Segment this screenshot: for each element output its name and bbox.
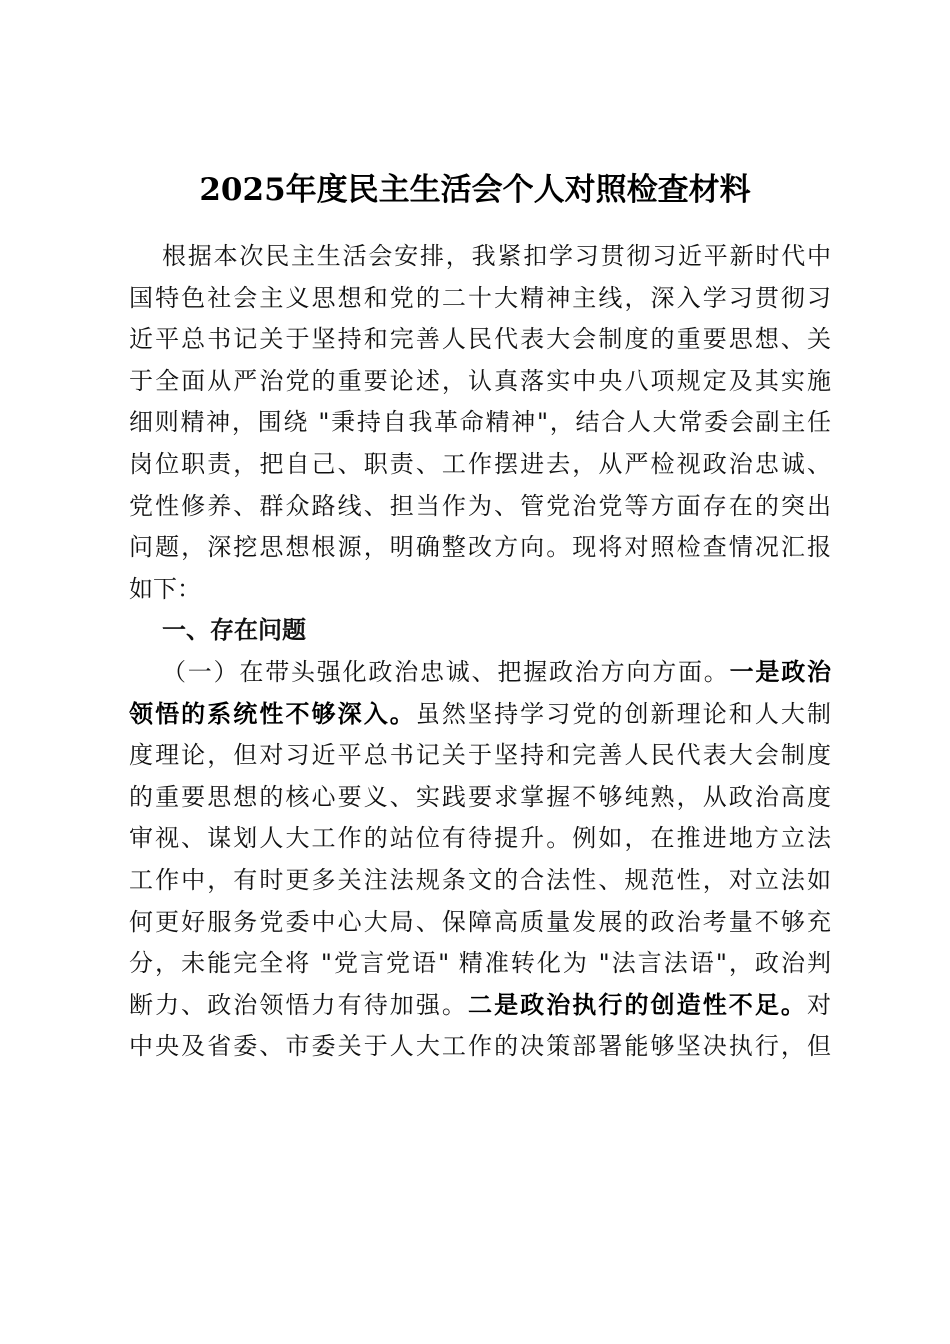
document-title: 2025年度民主生活会个人对照检查材料 (199, 172, 751, 208)
intro-line: 细则精神，围绕 "秉持自我革命精神"，结合人大常委会副主任 (129, 408, 831, 437)
subsection-line (129, 652, 831, 694)
intro-line: 近平总书记关于坚持和完善人民代表大会制度的重要思想、关 (129, 325, 831, 354)
intro-line: 岗位职责，把自己、职责、工作摆进去，从严检视政治忠诚、 (129, 449, 831, 478)
subsection-line: 分，未能完全将 "党言党语" 精准转化为 "法言法语"，政治判 (129, 949, 831, 978)
subsection-line: 工作中，有时更多关注法规条文的合法性、规范性，对立法如 (129, 865, 831, 894)
subsection-line (129, 985, 831, 1027)
subsection-line: 中央及省委、市委关于人大工作的决策部署能够坚决执行，但 (129, 1032, 831, 1061)
subsection-text: 对 (807, 990, 831, 1019)
intro-line: 党性修养、群众路线、担当作为、管党治党等方面存在的突出 (129, 491, 831, 520)
subsection-text: 断力、政治领悟力有待加强。 (129, 990, 468, 1019)
intro-line: 根据本次民主生活会安排，我紧扣学习贯彻习近平新时代中 (162, 242, 831, 270)
subsection-line: 的重要思想的核心要义、实践要求掌握不够纯熟，从政治高度 (129, 782, 831, 811)
document-body (129, 236, 831, 1068)
subsection-line: 审视、谋划人大工作的站位有待提升。例如，在推进地方立法 (129, 824, 831, 853)
section-heading: 一、存在问题 (162, 616, 306, 645)
intro-line: 如下： (129, 574, 201, 603)
subsection-line: 何更好服务党委中心大局、保障高质量发展的政治考量不够充 (129, 907, 831, 936)
subsection-text: 虽然坚持学习党的创新理论和人大制 (415, 699, 832, 728)
intro-line: 问题，深挖思想根源，明确整改方向。现将对照检查情况汇报 (129, 533, 831, 562)
subsection-line: 度理论，但对习近平总书记关于坚持和完善人民代表大会制度 (129, 741, 831, 770)
subsection-text: （一）在带头强化政治忠诚、把握政治方向方面。 (162, 657, 730, 686)
subsection-line (129, 694, 831, 736)
intro-line: 国特色社会主义思想和党的二十大精神主线，深入学习贯彻习 (129, 283, 831, 312)
bold-point: 二是政治执行的创造性不足。 (468, 990, 807, 1019)
bold-point: 一是政治 (729, 657, 832, 686)
bold-point: 领悟的系统性不够深入。 (129, 699, 416, 728)
intro-line: 于全面从严治党的重要论述，认真落实中央八项规定及其实施 (129, 366, 831, 395)
